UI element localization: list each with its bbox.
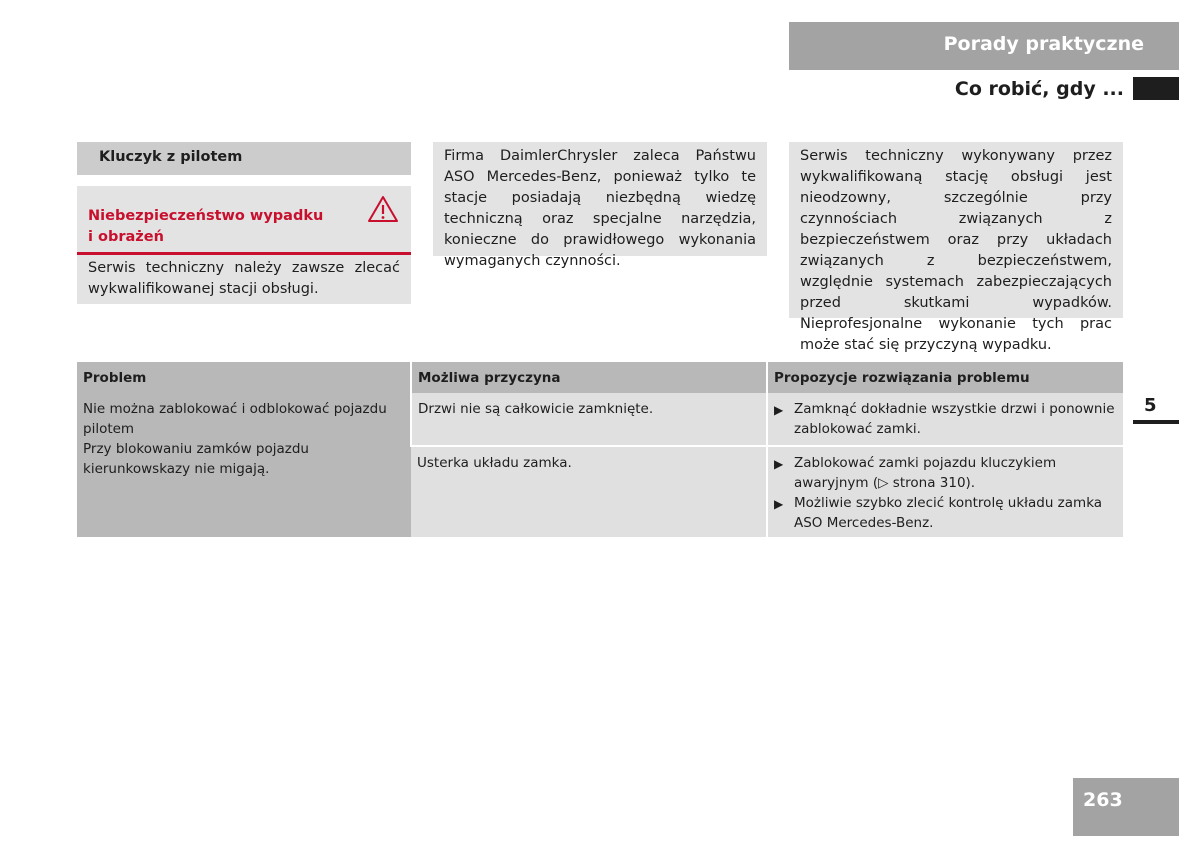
- warning-triangle-icon: [367, 195, 399, 223]
- warning-divider: [77, 252, 411, 255]
- cause-text: Usterka układu zamka.: [417, 455, 572, 471]
- solution-item: [774, 493, 1117, 533]
- cause-cell: [411, 446, 767, 537]
- column-heading: Kluczyk z pilotem: [77, 142, 411, 175]
- column-header-solution: Propozycje rozwiązania problemu: [767, 362, 1123, 393]
- warning-text: Serwis techniczny należy zawsze zlecać wykwalifikowanej stacji obsługi.: [88, 260, 400, 297]
- solution-cell: [767, 446, 1123, 537]
- info-text-middle: Firma DaimlerChrysler zaleca Państwu ASO Mercedes-Benz, ponieważ tylko te stacje posiadają niezbędną wiedzę techniczną oraz specjalne narzędzia, konieczne do prawidłowego wykonania wymaganych czynności.: [444, 148, 756, 269]
- section-subtitle: Co robić, gdy ...: [954, 78, 1124, 100]
- bullet-arrow-icon: ▶: [774, 403, 784, 417]
- bullet-arrow-icon: ▶: [774, 457, 784, 471]
- table-row: [77, 393, 1123, 446]
- solution-text: Zamknąć dokładnie wszystkie drzwi i ponownie zablokować zamki.: [794, 401, 1115, 437]
- column-header-problem: Problem: [77, 362, 411, 393]
- table-header-row: [77, 362, 1123, 393]
- solution-item: [774, 399, 1117, 439]
- solution-item: [774, 453, 1117, 493]
- chapter-number: 5: [1144, 395, 1157, 416]
- solution-text: Możliwie szybko zlecić kontrolę układu zamka ASO Mercedes-Benz.: [794, 495, 1103, 531]
- problem-table: [77, 362, 1123, 537]
- chapter-tab: [1133, 77, 1179, 100]
- solution-cell: [767, 393, 1123, 446]
- problem-cell: [77, 393, 411, 537]
- info-text-right: Serwis techniczny wykonywany przez wykwalifikowaną stację obsługi jest nieodzowny, szczególnie przy czynnościach związanych z bezpieczeństwem oraz przy układach związanych z bezpieczeństwem, względnie systemach zabezpieczających przed skutkami wypadków. Nieprofesjonalne wykonanie tych prac może stać się przyczyną wypadku.: [800, 148, 1112, 353]
- problem-text: Nie można zablokować i odblokować pojazdu pilotem Przy blokowaniu zamków pojazdu kierunkowskazy nie migają.: [83, 401, 387, 477]
- solution-text: Zablokować zamki pojazdu kluczykiem awaryjnym (▷ strona 310).: [794, 455, 1057, 491]
- column-header-cause: Możliwa przyczyna: [411, 362, 767, 393]
- page-number: 263: [1073, 778, 1179, 836]
- chapter-underline: [1133, 420, 1179, 424]
- bullet-arrow-icon: ▶: [774, 497, 784, 511]
- section-title: Porady praktyczne: [943, 33, 1144, 55]
- cause-cell: [411, 393, 767, 446]
- warning-title: Niebezpieczeństwo wypadku i obrażeń: [88, 208, 324, 245]
- cause-text: Drzwi nie są całkowicie zamknięte.: [418, 401, 654, 417]
